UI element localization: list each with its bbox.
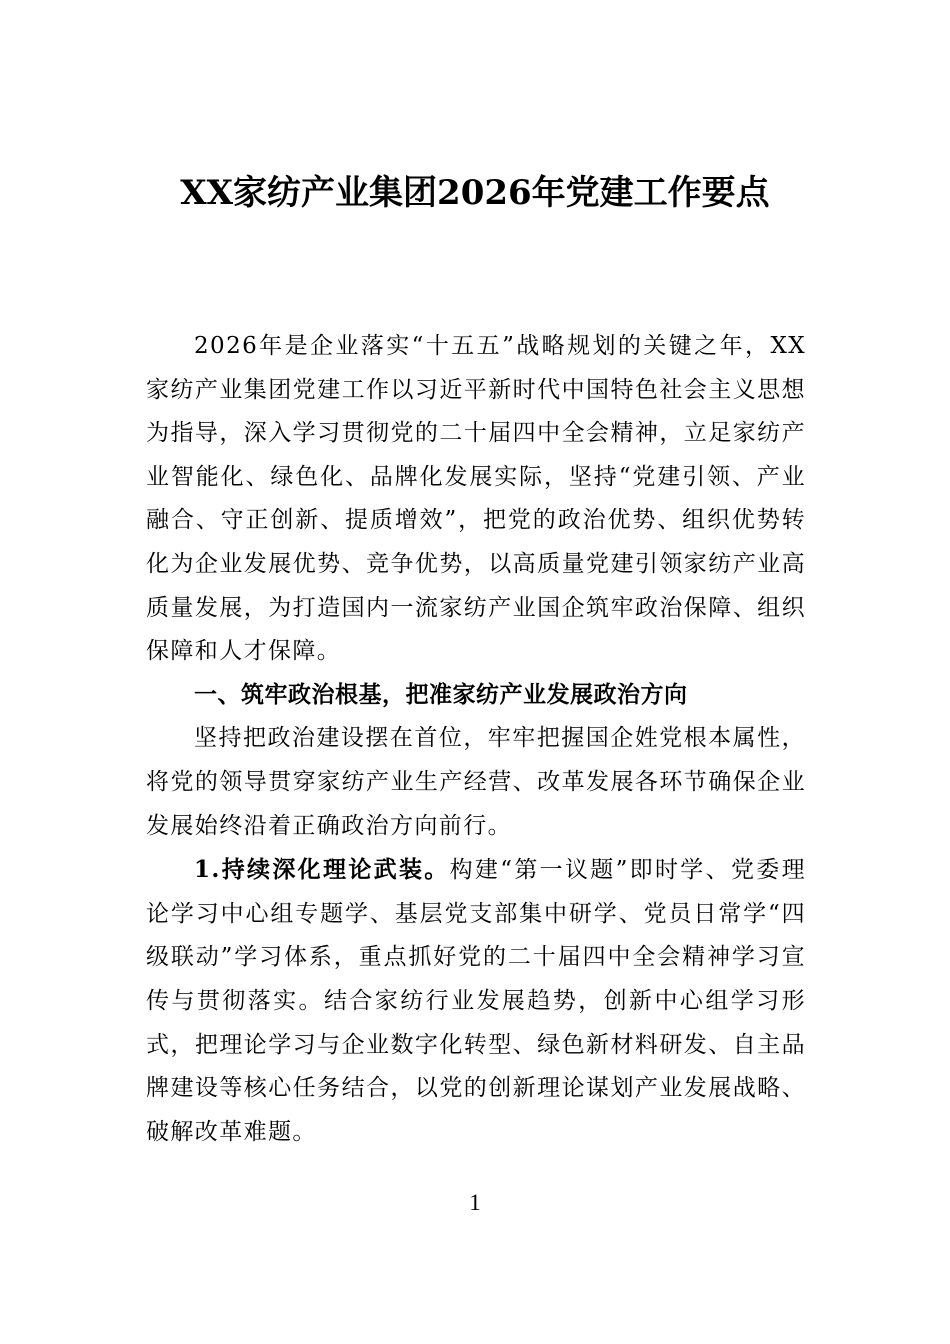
item-lead: 1.持续深化理论武装。 [194,856,450,884]
page-number: 1 [469,1190,481,1215]
section-heading: 一、筑牢政治根基，把准家纺产业发展政治方向 [194,681,688,708]
intro-paragraph: 2026年是企业落实“十五五”战略规划的关键之年，XX家纺产业集团党建工作以习近平新时代中国特色社会主义思想为指导，深入学习贯彻党的二十届四中全会精神，立足家纺产业智能化、绿色化、品牌化发展实际，坚持“党建引领、产业融合、守正创新、提质增效”，把党的政治优势、组织优势转化为企业发展优势、竞争优势，以高质量党建引领家纺产业高质量发展，为打造国内一流家纺产业国企筑牢政治保障、组织保障和人才保障。 [146,333,806,665]
item-body: 构建“第一议题”即时学、党委理论学习中心组专题学、基层党支部集中研学、党员日常学“四级联动”学习体系，重点抓好党的二十届四中全会精神学习宣传与贯彻落实。结合家纺行业发展趋势，创新中心组学习形式，把理论学习与企业数字化转型、绿色新材料研发、自主品牌建设等核心任务结合，以党的创新理论谋划产业发展战略、破解改革难题。 [146,857,806,1145]
item-paragraph [146,848,806,1154]
section-paragraph: 坚持把政治建设摆在首位，牢牢把握国企姓党根本属性，将党的领导贯穿家纺产业生产经营、改革发展各环节确保企业发展始终沿着正确政治方向前行。 [146,725,806,839]
document-title: XX家纺产业集团2026年党建工作要点 [180,173,770,213]
document-body [146,325,806,1154]
